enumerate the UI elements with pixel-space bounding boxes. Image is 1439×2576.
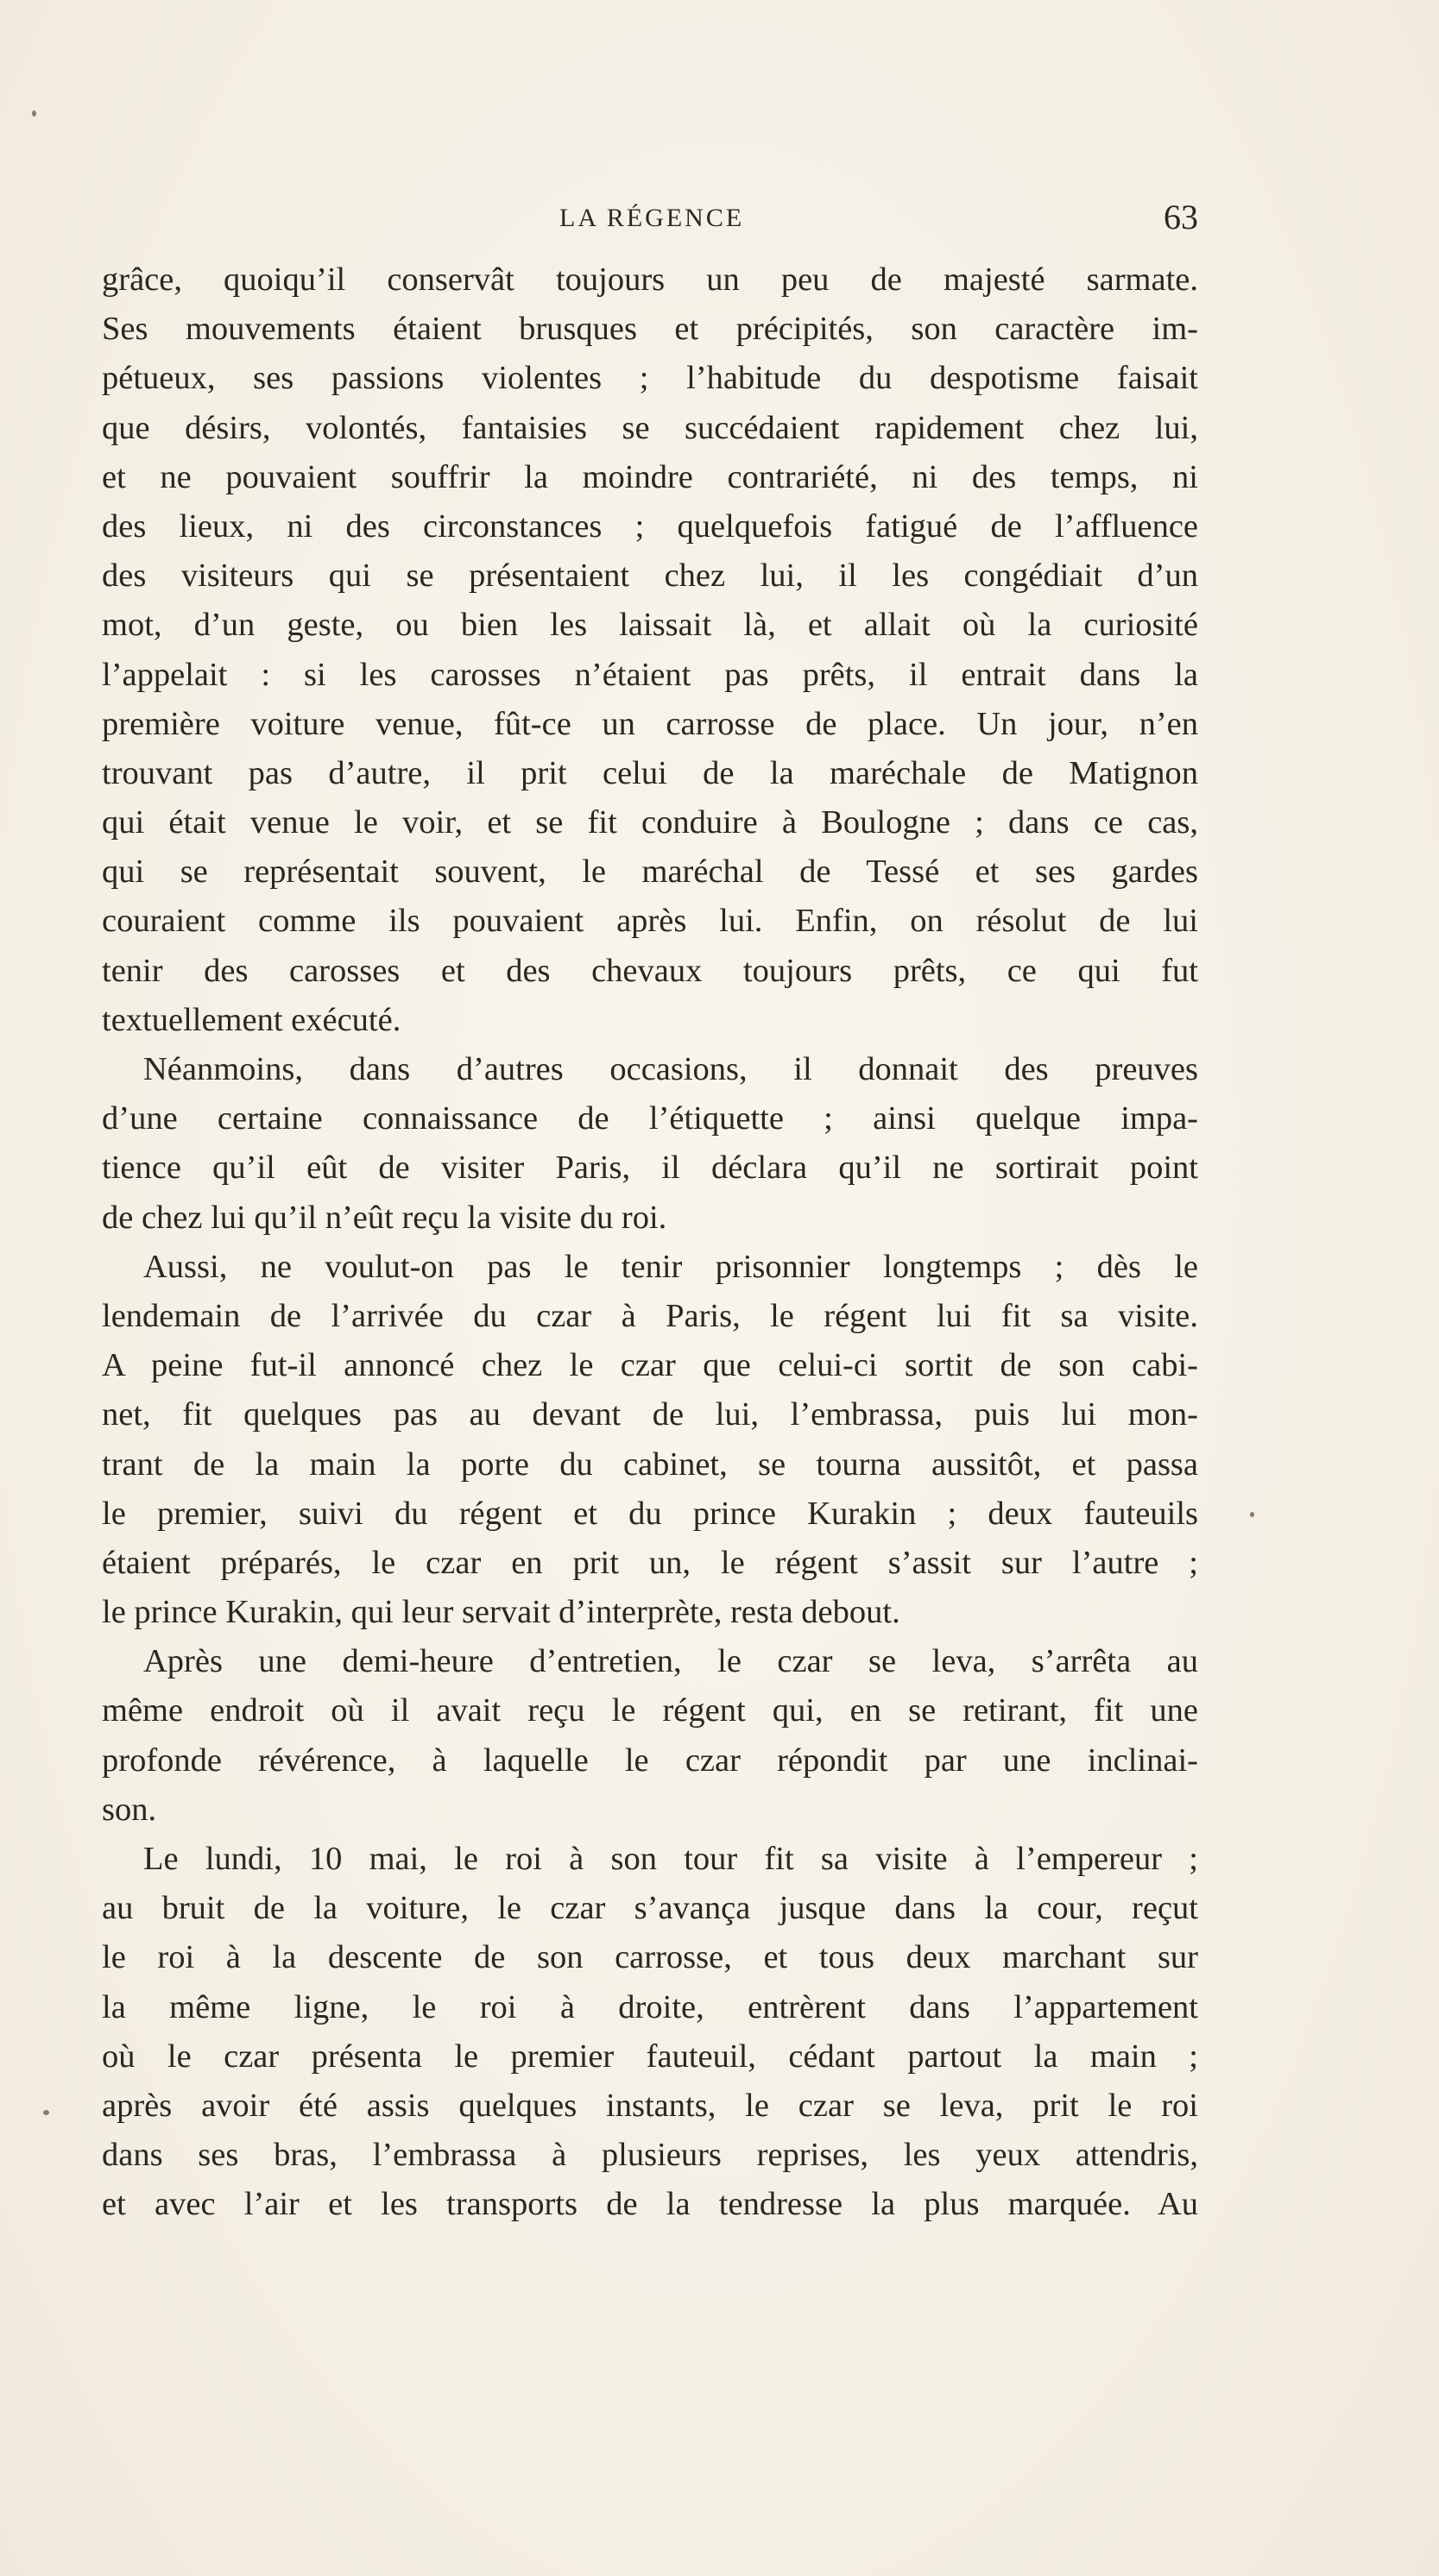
paragraph-first-line: Néanmoins, dans d’autres occasions, il donnait des preuves [143,1051,1198,1087]
text-line: qui se représentait souvent, le maréchal de Tessé et ses gardes [102,853,1198,891]
running-head [102,197,1198,249]
text-line: dans ses bras, l’embrassa à plusieurs reprises, les yeux attendris, [102,2137,1198,2174]
text-line: Ses mouvements étaient brusques et précipités, son caractère im- [102,311,1198,348]
text-line: que désirs, volontés, fantaisies se succédaient rapidement chez lui, [102,409,1198,446]
ink-speck [1250,1512,1254,1517]
body-text [102,255,1198,2230]
paragraph-first-line: Après une demi-heure d’entretien, le czar se leva, s’arrêta au [143,1643,1198,1680]
text-line: où le czar présenta le premier fauteuil, cédant partout la main ; [102,2037,1198,2075]
text-line: étaient préparés, le czar en prit un, le régent s’assit sur l’autre ; [102,1544,1198,1581]
page-number: 63 [1164,198,1198,236]
text-line: et ne pouvaient souffrir la moindre contrariété, ni des temps, ni [102,458,1198,495]
text-line: d’une certaine connaissance de l’étiquette ; ainsi quelque impa- [102,1100,1198,1137]
text-line: grâce, quoiqu’il conservât toujours un peu de majesté sarmate. [102,261,1198,298]
text-line: et avec l’air et les transports de la tendresse la plus marquée. Au [102,2186,1198,2223]
text-line: au bruit de la voiture, le czar s’avança jusque dans la cour, reçut [102,1890,1198,1927]
text-line: l’appelait : si les carosses n’étaient pas prêts, il entrait dans la [102,656,1198,693]
text-line: net, fit quelques pas au devant de lui, l’embrassa, puis lui mon- [102,1396,1198,1433]
paragraph-first-line: Le lundi, 10 mai, le roi à son tour fit sa visite à l’empereur ; [143,1841,1198,1877]
text-line: de chez lui qu’il n’eût reçu la visite du roi. [102,1199,667,1236]
text-line: A peine fut-il annoncé chez le czar que celui-ci sortit de son cabi- [102,1347,1198,1384]
ink-speck [32,110,36,117]
text-line: qui était venue le voir, et se fit conduire à Boulogne ; dans ce cas, [102,804,1198,841]
running-title: LA RÉGENCE [559,204,745,232]
text-line: des visiteurs qui se présentaient chez lui, il les congédiait d’un [102,557,1198,595]
text-line: mot, d’un geste, ou bien les laissait là, et allait où la curiosité [102,607,1198,644]
text-line: des lieux, ni des circonstances ; quelquefois fatigué de l’affluence [102,507,1198,545]
text-line: la même ligne, le roi à droite, entrèrent dans l’appartement [102,1988,1198,2025]
text-line: textuellement exécuté. [102,1001,401,1038]
text-line: pétueux, ses passions violentes ; l’habitude du despotisme faisait [102,360,1198,397]
paragraph-first-line: Aussi, ne voulut-on pas le tenir prisonnier longtemps ; dès le [143,1248,1198,1285]
text-line: même endroit où il avait reçu le régent qui, en se retirant, fit une [102,1692,1198,1729]
text-line: après avoir été assis quelques instants, le czar se leva, prit le roi [102,2087,1198,2124]
text-line: le premier, suivi du régent et du prince Kurakin ; deux fauteuils [102,1495,1198,1532]
text-line: son. [102,1791,157,1828]
text-line: lendemain de l’arrivée du czar à Paris, le régent lui fit sa visite. [102,1297,1198,1334]
ink-speck [43,2110,49,2115]
text-line: le prince Kurakin, qui leur servait d’interprète, resta debout. [102,1594,900,1631]
text-line: trouvant pas d’autre, il prit celui de la maréchale de Matignon [102,754,1198,791]
text-line: couraient comme ils pouvaient après lui. Enfin, on résolut de lui [102,903,1198,940]
text-line: tenir des carosses et des chevaux toujours prêts, ce qui fut [102,952,1198,989]
text-line: première voiture venue, fût-ce un carrosse de place. Un jour, n’en [102,705,1198,742]
text-line: trant de la main la porte du cabinet, se tourna aussitôt, et passa [102,1445,1198,1483]
text-line: profonde révérence, à laquelle le czar répondit par une inclinai- [102,1741,1198,1779]
text-line: tience qu’il eût de visiter Paris, il déclara qu’il ne sortirait point [102,1149,1198,1187]
text-line: le roi à la descente de son carrosse, et tous deux marchant sur [102,1939,1198,1976]
